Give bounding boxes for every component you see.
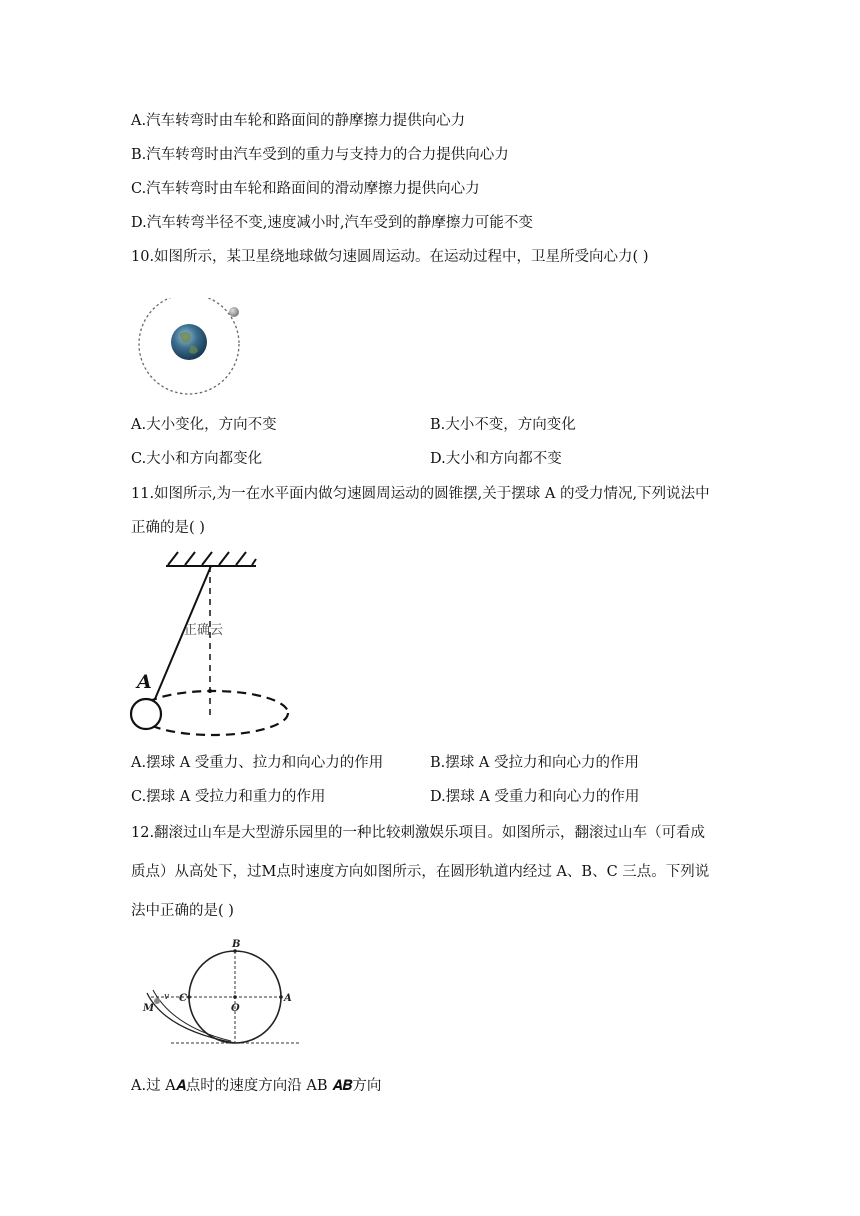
q9-option-a: A.汽车转弯时由车轮和路面间的静摩擦力提供向心力: [131, 113, 466, 129]
pendulum-ball: [131, 699, 161, 729]
q12-stem-line3: 法中正确的是( ): [131, 903, 234, 919]
earth-icon: [171, 324, 207, 360]
q9-option-d: D.汽车转弯半径不变,速度减小时,汽车受到的静摩擦力可能不变: [131, 215, 533, 231]
watermark-text: 正确云: [184, 623, 224, 638]
satellite-orbit-figure: [133, 298, 245, 398]
q10-option-c: C.大小和方向都变化: [131, 451, 263, 467]
q9-option-b: B.汽车转弯时由汽车受到的重力与支持力的合力提供向心力: [131, 147, 509, 163]
q11-stem-line1: 11.如图所示,为一在水平面内做匀速圆周运动的圆锥摆,关于摆球 A 的受力情况,下列说法中: [131, 486, 710, 502]
label-m: M: [143, 1003, 155, 1014]
ball-label: A: [137, 671, 152, 693]
q12-stem-line1: 12.翻滚过山车是大型游乐园里的一种比较刺激娱乐项目。如图所示，翻滚过山车（可看成: [131, 825, 706, 841]
label-a: A: [284, 993, 292, 1004]
q10-option-a: A.大小变化，方向不变: [131, 417, 277, 433]
conical-pendulum-figure: [128, 548, 293, 738]
q11-option-b: B.摆球 A 受拉力和向心力的作用: [430, 755, 639, 771]
q11-option-a: A.摆球 A 受重力、拉力和向心力的作用: [131, 755, 384, 771]
q10-option-b: B.大小不变，方向变化: [430, 417, 576, 433]
q11-stem-line2: 正确的是( ): [131, 520, 205, 536]
q12-stem-line2: 质点）从高处下，过M点时速度方向如图所示，在圆形轨道内经过 A、B、C 三点。下列说: [131, 864, 710, 880]
label-c: C: [179, 993, 187, 1004]
q11-option-c: C.摆球 A 受拉力和重力的作用: [131, 789, 326, 805]
roller-coaster-figure: [135, 935, 305, 1050]
q10-option-d: D.大小和方向都不变: [430, 451, 562, 467]
q11-option-d: D.摆球 A 受重力和向心力的作用: [430, 789, 640, 805]
label-v: v: [164, 992, 170, 1002]
label-o: O: [231, 1003, 240, 1014]
q10-stem: 10.如图所示，某卫星绕地球做匀速圆周运动。在运动过程中，卫星所受向心力( ): [131, 249, 649, 265]
q12-option-a: A.过 A𝑨点时的速度方向沿 AB 𝑨𝑩方向: [131, 1078, 382, 1094]
q9-option-c: C.汽车转弯时由车轮和路面间的滑动摩擦力提供向心力: [131, 181, 480, 197]
label-b: B: [232, 939, 241, 950]
satellite-icon: [229, 307, 239, 317]
